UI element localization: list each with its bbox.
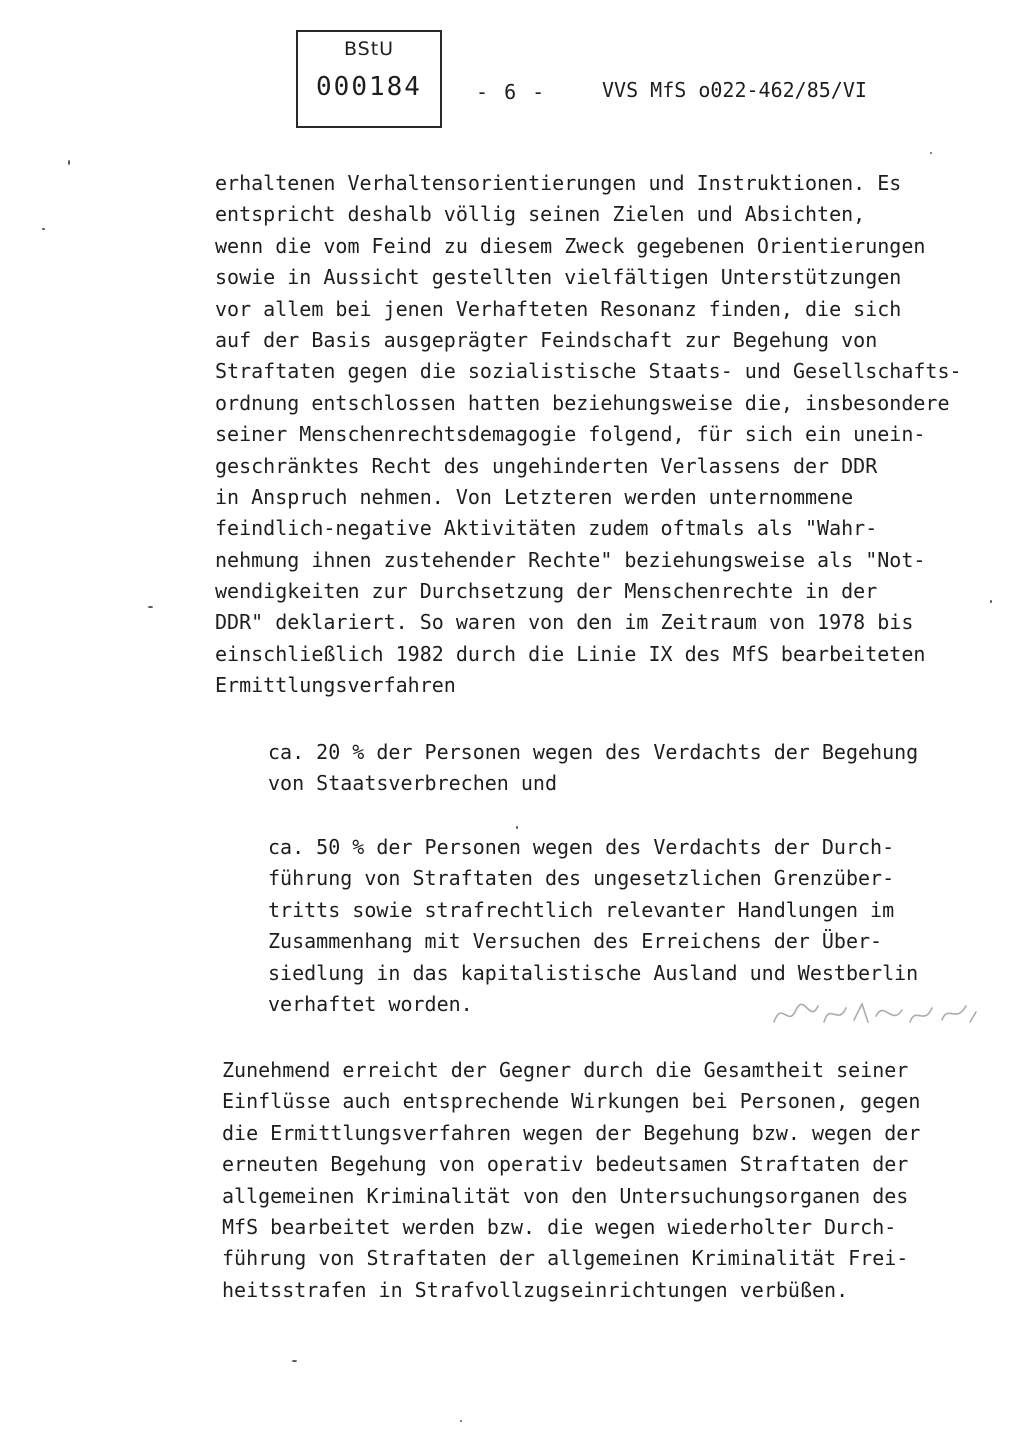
text-line: erhaltenen Verhaltensorientierungen und Instruktionen. Es bbox=[215, 171, 902, 195]
text-line: verhaftet worden. bbox=[268, 991, 473, 1016]
text-line: allgemeinen Kriminalität von den Untersuchungsorganen des bbox=[222, 1183, 909, 1208]
text-line: MfS bearbeitet werden bzw. die wegen wiederholter Durch- bbox=[222, 1214, 897, 1239]
text-line: Zusammenhang mit Versuchen des Erreichens der Über- bbox=[268, 929, 883, 954]
scan-speck bbox=[930, 152, 932, 154]
text-line: DDR" deklariert. So waren von den im Zeitraum von 1978 bis bbox=[215, 610, 914, 635]
text-line: geschränktes Recht des ungehinderten Verlassens der DDR bbox=[215, 453, 878, 478]
text-line: auf der Basis ausgeprägter Feindschaft zur Begehung von bbox=[215, 327, 878, 352]
text-line: die Ermittlungsverfahren wegen der Begehung bzw. wegen der bbox=[222, 1120, 921, 1145]
text-line: feindlich-negative Aktivitäten zudem oftmals als "Wahr- bbox=[215, 516, 878, 541]
text-line: führung von Straftaten des ungesetzlichen Grenzüber- bbox=[268, 866, 895, 891]
text-line: Straftaten gegen die sozialistische Staats- und Gesellschafts- bbox=[215, 359, 962, 384]
text-line: heitsstrafen in Strafvollzugseinrichtungen verbüßen. bbox=[222, 1277, 849, 1302]
archive-stamp bbox=[296, 30, 442, 128]
text-line: tritts sowie strafrechtlich relevanter Handlungen im bbox=[268, 897, 895, 922]
text-line: führung von Straftaten der allgemeinen Kriminalität Frei- bbox=[222, 1246, 909, 1271]
text-line: Zunehmend erreicht der Gegner durch die Gesamtheit seiner bbox=[222, 1058, 909, 1082]
handwritten-signature bbox=[770, 992, 980, 1034]
scan-speck bbox=[990, 600, 992, 603]
text-line: wendigkeiten zur Durchsetzung der Menschenrechte in der bbox=[215, 579, 878, 604]
text-line: Ermittlungsverfahren bbox=[215, 673, 456, 698]
text-line: seiner Menschenrechtsdemagogie folgend, für sich ein unein- bbox=[215, 422, 926, 447]
text-line: ca. 20 % der Personen wegen des Verdachts der Begehung bbox=[268, 740, 919, 764]
scan-speck bbox=[42, 228, 45, 230]
text-line: in Anspruch nehmen. Von Letzteren werden unternommene bbox=[215, 484, 854, 509]
scan-speck bbox=[148, 606, 153, 608]
scan-speck bbox=[460, 1420, 462, 1422]
stamp-number: 000184 bbox=[316, 72, 422, 102]
text-line: vor allem bei jenen Verhafteten Resonanz finden, die sich bbox=[215, 296, 902, 321]
stamp-label: BStU bbox=[343, 38, 395, 60]
scan-speck bbox=[292, 1360, 297, 1362]
text-line: einschließlich 1982 durch die Linie IX des MfS bearbeiteten bbox=[215, 641, 926, 666]
text-line: wenn die vom Feind zu diesem Zweck gegebenen Orientierungen bbox=[215, 233, 926, 258]
list-item bbox=[268, 737, 918, 800]
paragraph-1 bbox=[215, 168, 962, 702]
paragraph-2 bbox=[222, 1055, 920, 1306]
text-line: Einflüsse auch entsprechende Wirkungen bei Personen, gegen bbox=[222, 1089, 921, 1114]
scan-speck bbox=[68, 160, 70, 165]
page-number: - 6 - bbox=[476, 80, 547, 104]
text-line: von Staatsverbrechen und bbox=[268, 771, 557, 796]
scan-speck bbox=[516, 826, 518, 829]
text-line: sowie in Aussicht gestellten vielfältigen Unterstützungen bbox=[215, 265, 902, 290]
text-line: ordnung entschlossen hatten beziehungsweise die, insbesondere bbox=[215, 390, 950, 415]
text-line: ca. 50 % der Personen wegen des Verdachts der Durch- bbox=[268, 835, 895, 859]
text-line: entspricht deshalb völlig seinen Zielen und Absichten, bbox=[215, 202, 866, 227]
text-line: siedlung in das kapitalistische Ausland und Westberlin bbox=[268, 960, 919, 985]
text-line: erneuten Begehung von operativ bedeutsamen Straftaten der bbox=[222, 1152, 909, 1177]
text-line: nehmung ihnen zustehender Rechte" beziehungsweise als "Not- bbox=[215, 547, 926, 572]
document-reference: VVS MfS o022-462/85/VI bbox=[602, 78, 867, 102]
